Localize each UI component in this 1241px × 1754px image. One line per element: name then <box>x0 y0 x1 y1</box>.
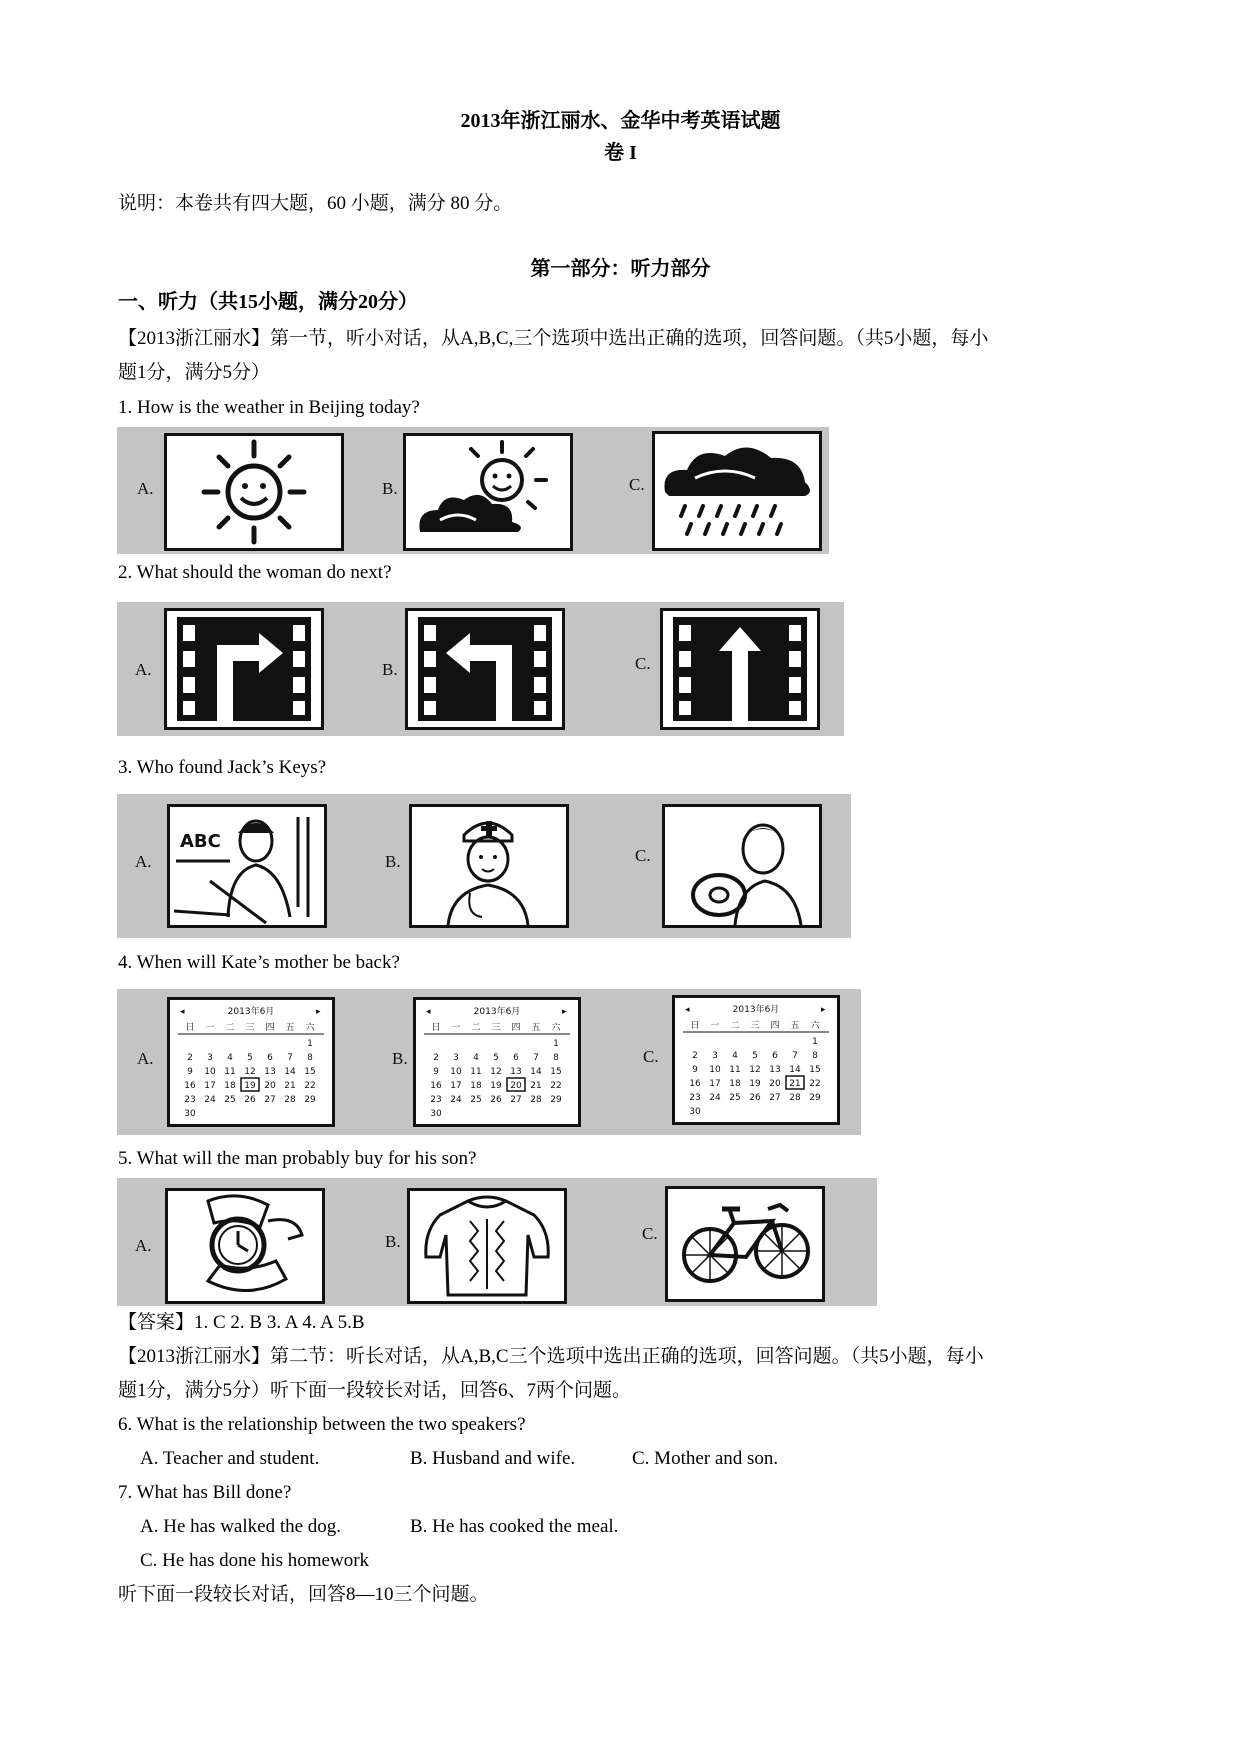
calendar-day: 26 <box>244 1095 256 1105</box>
question-1: 1. How is the weather in Beijing today? <box>118 397 420 418</box>
q6-option-c: C. Mother and son. <box>632 1448 779 1469</box>
calendar-day: 26 <box>749 1093 761 1103</box>
calendar-day: 20 <box>264 1081 276 1091</box>
calendar-day: 12 <box>244 1067 256 1077</box>
calendar-day: 21 <box>530 1081 542 1091</box>
weekday-label: 五 <box>531 1023 541 1033</box>
calendar-day: 2 <box>433 1053 439 1063</box>
section2-intro-cont: 题1分，满分5分）听下面一段较长对话，回答6、7两个问题。 <box>118 1380 632 1401</box>
calendar-day: 22 <box>550 1081 562 1091</box>
calendar-day: 24 <box>204 1095 216 1105</box>
calendar-day: 25 <box>224 1095 236 1105</box>
calendar-day: 22 <box>304 1081 316 1091</box>
question-2: 2. What should the woman do next? <box>118 562 392 583</box>
calendar-day: 29 <box>809 1093 821 1103</box>
calendar-day: 2 <box>187 1053 193 1063</box>
calendar-day: 25 <box>729 1093 741 1103</box>
section1-intro: 【2013浙江丽水】第一节，听小对话，从A,B,C,三个选项中选出正确的选项，回答问题。（共5小题，每小 <box>118 328 989 349</box>
option-label: A. <box>137 479 154 498</box>
calendar-title: 2013年6月 <box>227 1007 275 1017</box>
calendar-day: 14 <box>284 1067 296 1077</box>
turn-right-sign-icon <box>164 608 324 730</box>
option-label: C. <box>629 475 645 494</box>
calendar-day: 27 <box>264 1095 276 1105</box>
option-label: C. <box>642 1224 658 1243</box>
weekday-label: 六 <box>551 1023 561 1033</box>
calendar-day: 4 <box>473 1053 479 1063</box>
q2-options-image <box>117 602 844 736</box>
calendar-day: 8 <box>553 1053 559 1063</box>
sweater-icon <box>407 1188 567 1304</box>
calendar-day: 22 <box>809 1079 821 1089</box>
weekday-label: 二 <box>730 1021 740 1031</box>
calendar-day: 15 <box>550 1067 562 1077</box>
calendar-day: 23 <box>184 1095 196 1105</box>
calendar-day: 1 <box>812 1037 818 1047</box>
calendar-day: 12 <box>749 1065 761 1075</box>
calendar-day: 13 <box>264 1067 276 1077</box>
calendar-day: 11 <box>224 1067 236 1077</box>
calendar-day: 3 <box>712 1051 718 1061</box>
calendar-day: 26 <box>490 1095 502 1105</box>
go-straight-sign-icon <box>660 608 820 730</box>
calendar-day: 17 <box>204 1081 216 1091</box>
calendar-icon <box>413 997 581 1127</box>
q4-options-image <box>117 989 861 1135</box>
calendar-day: 1 <box>307 1039 313 1049</box>
option-label: A. <box>137 1049 154 1068</box>
section1-intro-cont: 题1分，满分5分） <box>118 362 271 383</box>
option-label: C. <box>635 654 651 673</box>
calendar-day: 12 <box>490 1067 502 1077</box>
q5-options-image <box>117 1178 877 1306</box>
calendar-day: 17 <box>450 1081 462 1091</box>
option-label: B. <box>392 1049 408 1068</box>
weekday-label: 六 <box>305 1023 315 1033</box>
option-label: C. <box>635 846 651 865</box>
question-4: 4. When will Kate’s mother be back? <box>118 952 400 973</box>
calendar-day: 25 <box>470 1095 482 1105</box>
calendar-day: 20 <box>510 1081 522 1091</box>
calendar-day: 23 <box>430 1095 442 1105</box>
bicycle-icon <box>665 1186 825 1302</box>
exam-title: 2013年浙江丽水、金华中考英语试题 <box>460 110 781 132</box>
calendar-day: 11 <box>470 1067 482 1077</box>
calendar-day: 19 <box>244 1081 256 1091</box>
nurse-icon <box>409 804 569 928</box>
section1-title: 一、听力（共15小题，满分20分） <box>118 291 418 313</box>
calendar-day: 10 <box>709 1065 721 1075</box>
calendar-day: 5 <box>247 1053 253 1063</box>
weekday-label: 一 <box>205 1023 215 1033</box>
question-6: 6. What is the relationship between the two speakers? <box>118 1414 526 1435</box>
calendar-day: 18 <box>470 1081 482 1091</box>
calendar-day: 10 <box>450 1067 462 1077</box>
chevron-left-icon: ◂ <box>685 1005 690 1015</box>
calendar-day: 24 <box>709 1093 721 1103</box>
calendar-day: 18 <box>224 1081 236 1091</box>
calendar-day: 6 <box>267 1053 273 1063</box>
chevron-left-icon: ◂ <box>180 1007 185 1017</box>
calendar-icon <box>167 997 335 1127</box>
calendar-day: 24 <box>450 1095 462 1105</box>
calendar-day: 19 <box>490 1081 502 1091</box>
calendar-day: 7 <box>533 1053 539 1063</box>
calendar-day: 13 <box>769 1065 781 1075</box>
option-label: A. <box>135 660 152 679</box>
calendar-day: 2 <box>692 1051 698 1061</box>
weekday-label: 三 <box>245 1023 255 1033</box>
weekday-label: 二 <box>471 1023 481 1033</box>
calendar-title: 2013年6月 <box>473 1007 521 1017</box>
calendar-day: 6 <box>772 1051 778 1061</box>
calendar-day: 30 <box>430 1109 442 1119</box>
calendar-day: 15 <box>304 1067 316 1077</box>
calendar-day: 28 <box>789 1093 801 1103</box>
weekday-label: 六 <box>810 1021 820 1031</box>
calendar-day: 23 <box>689 1093 701 1103</box>
weekday-label: 三 <box>750 1021 760 1031</box>
option-label: B. <box>385 1232 401 1251</box>
sun-behind-cloud-icon <box>403 433 573 551</box>
calendar-day: 5 <box>493 1053 499 1063</box>
q7-option-a: A. He has walked the dog. <box>140 1516 342 1537</box>
option-label: A. <box>135 852 152 871</box>
weekday-label: 四 <box>770 1021 780 1031</box>
calendar-day: 17 <box>709 1079 721 1089</box>
calendar-day: 14 <box>530 1067 542 1077</box>
q3-options-image <box>117 794 851 938</box>
calendar-day: 13 <box>510 1067 522 1077</box>
teacher-icon <box>167 804 327 928</box>
weekday-label: 三 <box>491 1023 501 1033</box>
option-label: B. <box>385 852 401 871</box>
calendar-day: 20 <box>769 1079 781 1089</box>
q6-option-a: A. Teacher and student. <box>140 1448 320 1469</box>
part1-title: 第一部分：听力部分 <box>530 258 711 280</box>
calendar-day: 16 <box>689 1079 701 1089</box>
calendar-day: 29 <box>304 1095 316 1105</box>
calendar-day: 30 <box>184 1109 196 1119</box>
chevron-right-icon: ▸ <box>316 1007 321 1017</box>
weekday-label: 日 <box>185 1023 195 1033</box>
calendar-day: 4 <box>732 1051 738 1061</box>
calendar-day: 28 <box>284 1095 296 1105</box>
weekday-label: 四 <box>265 1023 275 1033</box>
volume-label: 卷 I <box>604 142 637 164</box>
q1-options-image <box>117 427 829 554</box>
next-dialogue-intro: 听下面一段较长对话，回答8—10三个问题。 <box>118 1584 489 1605</box>
q7-option-c: C. He has done his homework <box>140 1550 370 1571</box>
q7-option-b: B. He has cooked the meal. <box>410 1516 619 1537</box>
calendar-day: 1 <box>553 1039 559 1049</box>
calendar-day: 6 <box>513 1053 519 1063</box>
driver-icon <box>662 804 822 928</box>
section2-intro: 【2013浙江丽水】第二节：听长对话，从A,B,C三个选项中选出正确的选项，回答问题。（共5小题，每小 <box>118 1346 984 1367</box>
calendar-title: 2013年6月 <box>732 1005 780 1015</box>
weekday-label: 一 <box>451 1023 461 1033</box>
weekday-label: 五 <box>285 1023 295 1033</box>
calendar-day: 11 <box>729 1065 741 1075</box>
chevron-right-icon: ▸ <box>562 1007 567 1017</box>
q6-option-b: B. Husband and wife. <box>410 1448 576 1469</box>
calendar-day: 27 <box>769 1093 781 1103</box>
calendar-day: 3 <box>453 1053 459 1063</box>
weekday-label: 日 <box>431 1023 441 1033</box>
calendar-day: 14 <box>789 1065 801 1075</box>
calendar-day: 18 <box>729 1079 741 1089</box>
question-5: 5. What will the man probably buy for his son? <box>118 1148 477 1169</box>
calendar-day: 29 <box>550 1095 562 1105</box>
chevron-left-icon: ◂ <box>426 1007 431 1017</box>
calendar-day: 15 <box>809 1065 821 1075</box>
answer-key: 【答案】1. C 2. B 3. A 4. A 5.B <box>118 1312 365 1333</box>
calendar-day: 21 <box>789 1079 801 1089</box>
turn-left-sign-icon <box>405 608 565 730</box>
calendar-day: 19 <box>749 1079 761 1089</box>
calendar-day: 10 <box>204 1067 216 1077</box>
calendar-day: 27 <box>510 1095 522 1105</box>
weekday-label: 一 <box>710 1021 720 1031</box>
weekday-label: 五 <box>790 1021 800 1031</box>
sun-icon <box>164 433 344 551</box>
instructions: 说明：本卷共有四大题，60 小题，满分 80 分。 <box>118 193 513 214</box>
calendar-day: 30 <box>689 1107 701 1117</box>
calendar-day: 7 <box>792 1051 798 1061</box>
calendar-day: 9 <box>433 1067 439 1077</box>
weekday-label: 四 <box>511 1023 521 1033</box>
calendar-day: 9 <box>187 1067 193 1077</box>
calendar-day: 8 <box>307 1053 313 1063</box>
rain-cloud-icon <box>652 431 822 551</box>
calendar-icon <box>672 995 840 1125</box>
option-label: C. <box>643 1047 659 1066</box>
weekday-label: 二 <box>225 1023 235 1033</box>
option-label: B. <box>382 660 398 679</box>
calendar-day: 4 <box>227 1053 233 1063</box>
calendar-day: 5 <box>752 1051 758 1061</box>
calendar-day: 28 <box>530 1095 542 1105</box>
option-label: A. <box>135 1236 152 1255</box>
question-3: 3. Who found Jack’s Keys? <box>118 757 327 778</box>
question-7: 7. What has Bill done? <box>118 1482 292 1503</box>
calendar-day: 7 <box>287 1053 293 1063</box>
calendar-day: 16 <box>430 1081 442 1091</box>
board-text: ABC <box>180 831 221 852</box>
weekday-label: 日 <box>690 1021 700 1031</box>
calendar-day: 21 <box>284 1081 296 1091</box>
calendar-day: 3 <box>207 1053 213 1063</box>
option-label: B. <box>382 479 398 498</box>
chevron-right-icon: ▸ <box>821 1005 826 1015</box>
calendar-day: 16 <box>184 1081 196 1091</box>
watch-icon <box>165 1188 325 1304</box>
calendar-day: 8 <box>812 1051 818 1061</box>
calendar-day: 9 <box>692 1065 698 1075</box>
